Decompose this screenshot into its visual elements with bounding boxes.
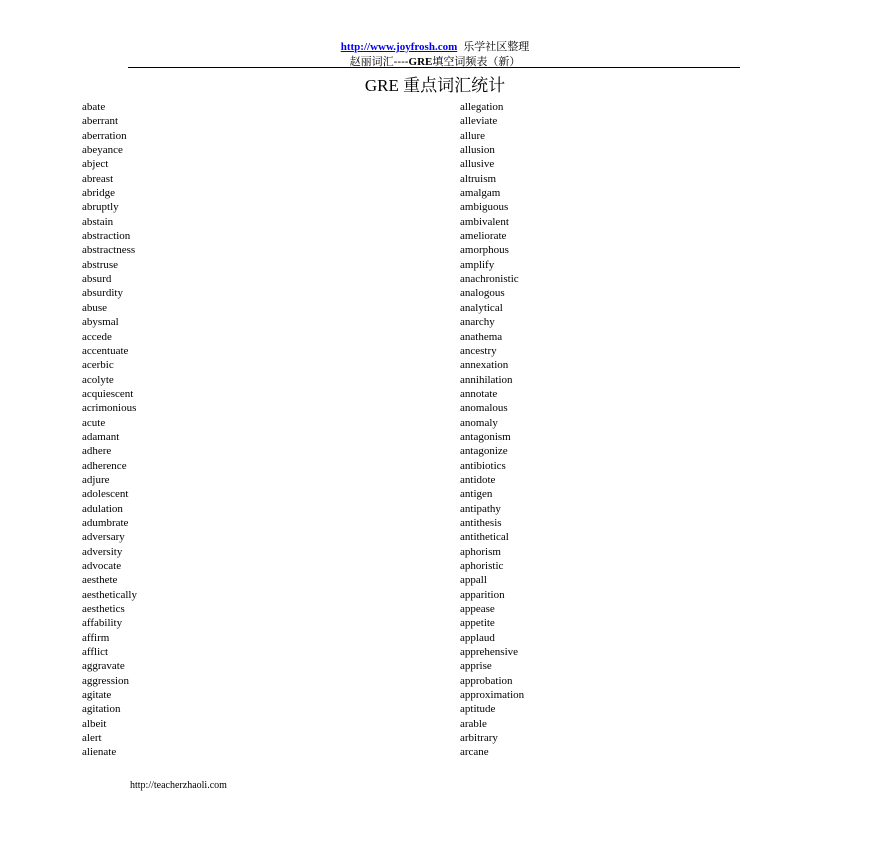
- word-item: antagonize: [460, 445, 508, 458]
- word-item: afflict: [82, 646, 109, 659]
- word-item: allusion: [460, 144, 495, 157]
- word-item: aesthetically: [82, 588, 137, 601]
- word-item: apparition: [460, 588, 505, 601]
- word-column-right: [460, 100, 524, 760]
- word-item: appall: [460, 574, 487, 587]
- word-item: antigen: [460, 488, 493, 501]
- word-item: adamant: [82, 430, 120, 443]
- subtitle-prefix: 赵丽词汇----: [349, 55, 409, 68]
- word-item: acquiescent: [82, 387, 134, 400]
- word-item: advocate: [82, 560, 122, 572]
- word-item: anathema: [460, 330, 503, 343]
- header-line-1: [0, 40, 870, 54]
- word-item: anomaly: [460, 416, 498, 429]
- word-item: antidote: [460, 473, 496, 486]
- word-item: acerbic: [82, 359, 114, 372]
- word-item: accede: [82, 330, 112, 343]
- word-item: alienate: [82, 746, 117, 759]
- word-item: agitate: [82, 689, 112, 702]
- word-item: adversity: [82, 545, 123, 558]
- word-item: arcane: [460, 746, 489, 759]
- word-item: aberration: [82, 129, 127, 142]
- word-item: approximation: [460, 689, 525, 702]
- page-header: [0, 40, 870, 69]
- footer-url: http://teacherzhaoli.com: [130, 780, 227, 791]
- word-item: apprehensive: [460, 646, 519, 659]
- page-title: GRE 重点词汇统计: [364, 76, 506, 95]
- word-item: alert: [82, 732, 102, 745]
- word-item: allegation: [460, 101, 504, 113]
- word-item: antithesis: [460, 516, 502, 529]
- word-item: adumbrate: [82, 516, 129, 529]
- word-item: adjure: [82, 473, 110, 486]
- word-item: amorphous: [460, 244, 509, 257]
- word-item: aphoristic: [460, 560, 504, 572]
- word-item: ancestry: [460, 344, 497, 357]
- word-item: abruptly: [82, 201, 119, 214]
- word-item: aphorism: [460, 545, 501, 558]
- word-item: acolyte: [82, 373, 114, 386]
- word-item: ambiguous: [460, 201, 509, 214]
- word-item: absurdity: [82, 287, 123, 300]
- word-item: abeyance: [82, 144, 123, 157]
- word-item: anarchy: [460, 316, 495, 329]
- word-item: affirm: [82, 631, 110, 644]
- word-item: annihilation: [460, 373, 513, 386]
- word-item: abysmal: [82, 316, 119, 329]
- word-item: affability: [82, 617, 123, 630]
- word-item: abject: [82, 158, 109, 171]
- word-item: abstraction: [82, 230, 131, 243]
- word-item: aggression: [82, 674, 130, 687]
- word-item: antipathy: [460, 502, 501, 515]
- word-item: annotate: [460, 387, 498, 400]
- word-item: analytical: [460, 301, 503, 314]
- word-item: applaud: [460, 631, 495, 644]
- word-item: albeit: [82, 717, 107, 730]
- word-item: annexation: [460, 359, 509, 372]
- word-item: aptitude: [460, 703, 496, 716]
- word-item: altruism: [460, 172, 497, 185]
- word-item: abstain: [82, 215, 114, 228]
- word-item: abuse: [82, 301, 108, 314]
- word-item: allusive: [460, 158, 495, 171]
- word-item: aesthetics: [82, 603, 125, 616]
- word-item: arbitrary: [460, 732, 498, 745]
- word-item: amalgam: [460, 187, 501, 200]
- word-item: acute: [82, 416, 106, 429]
- word-item: aberrant: [82, 115, 119, 128]
- word-item: apprise: [460, 660, 492, 673]
- word-item: analogous: [460, 287, 505, 300]
- word-item: antibiotics: [460, 459, 506, 472]
- word-item: acrimonious: [82, 402, 137, 415]
- word-item: abridge: [82, 187, 115, 200]
- word-item: alleviate: [460, 115, 498, 128]
- word-item: adversary: [82, 531, 125, 544]
- word-item: antagonism: [460, 430, 511, 443]
- word-item: adulation: [82, 502, 123, 515]
- header-org: 乐学社区整理: [463, 40, 530, 53]
- word-item: ameliorate: [460, 230, 507, 243]
- subtitle-gre: GRE: [408, 56, 433, 68]
- word-item: antithetical: [460, 531, 509, 544]
- word-item: absurd: [82, 273, 112, 286]
- header-link[interactable]: http://www.joyfrosh.com: [340, 41, 458, 53]
- word-item: appease: [460, 603, 495, 616]
- word-item: agitation: [82, 703, 121, 716]
- word-item: abstractness: [82, 244, 136, 257]
- word-item: adolescent: [82, 488, 129, 501]
- word-item: adherence: [82, 459, 127, 472]
- word-item: ambivalent: [460, 215, 509, 228]
- word-item: abate: [82, 101, 106, 113]
- word-item: abreast: [82, 172, 114, 185]
- subtitle-suffix: 填空词频表（新）: [432, 55, 521, 68]
- word-item: aesthete: [82, 574, 118, 587]
- word-item: appetite: [460, 617, 495, 630]
- word-item: approbation: [460, 674, 513, 687]
- word-item: allure: [460, 129, 486, 142]
- word-item: aggravate: [82, 660, 125, 673]
- word-item: accentuate: [82, 344, 129, 357]
- word-item: abstruse: [82, 258, 119, 271]
- word-item: arable: [460, 717, 487, 730]
- word-item: amplify: [460, 258, 495, 271]
- word-item: anachronistic: [460, 273, 519, 286]
- word-column-left: [82, 100, 137, 760]
- header-rule: [128, 67, 740, 68]
- word-item: anomalous: [460, 402, 508, 415]
- word-item: adhere: [82, 445, 112, 458]
